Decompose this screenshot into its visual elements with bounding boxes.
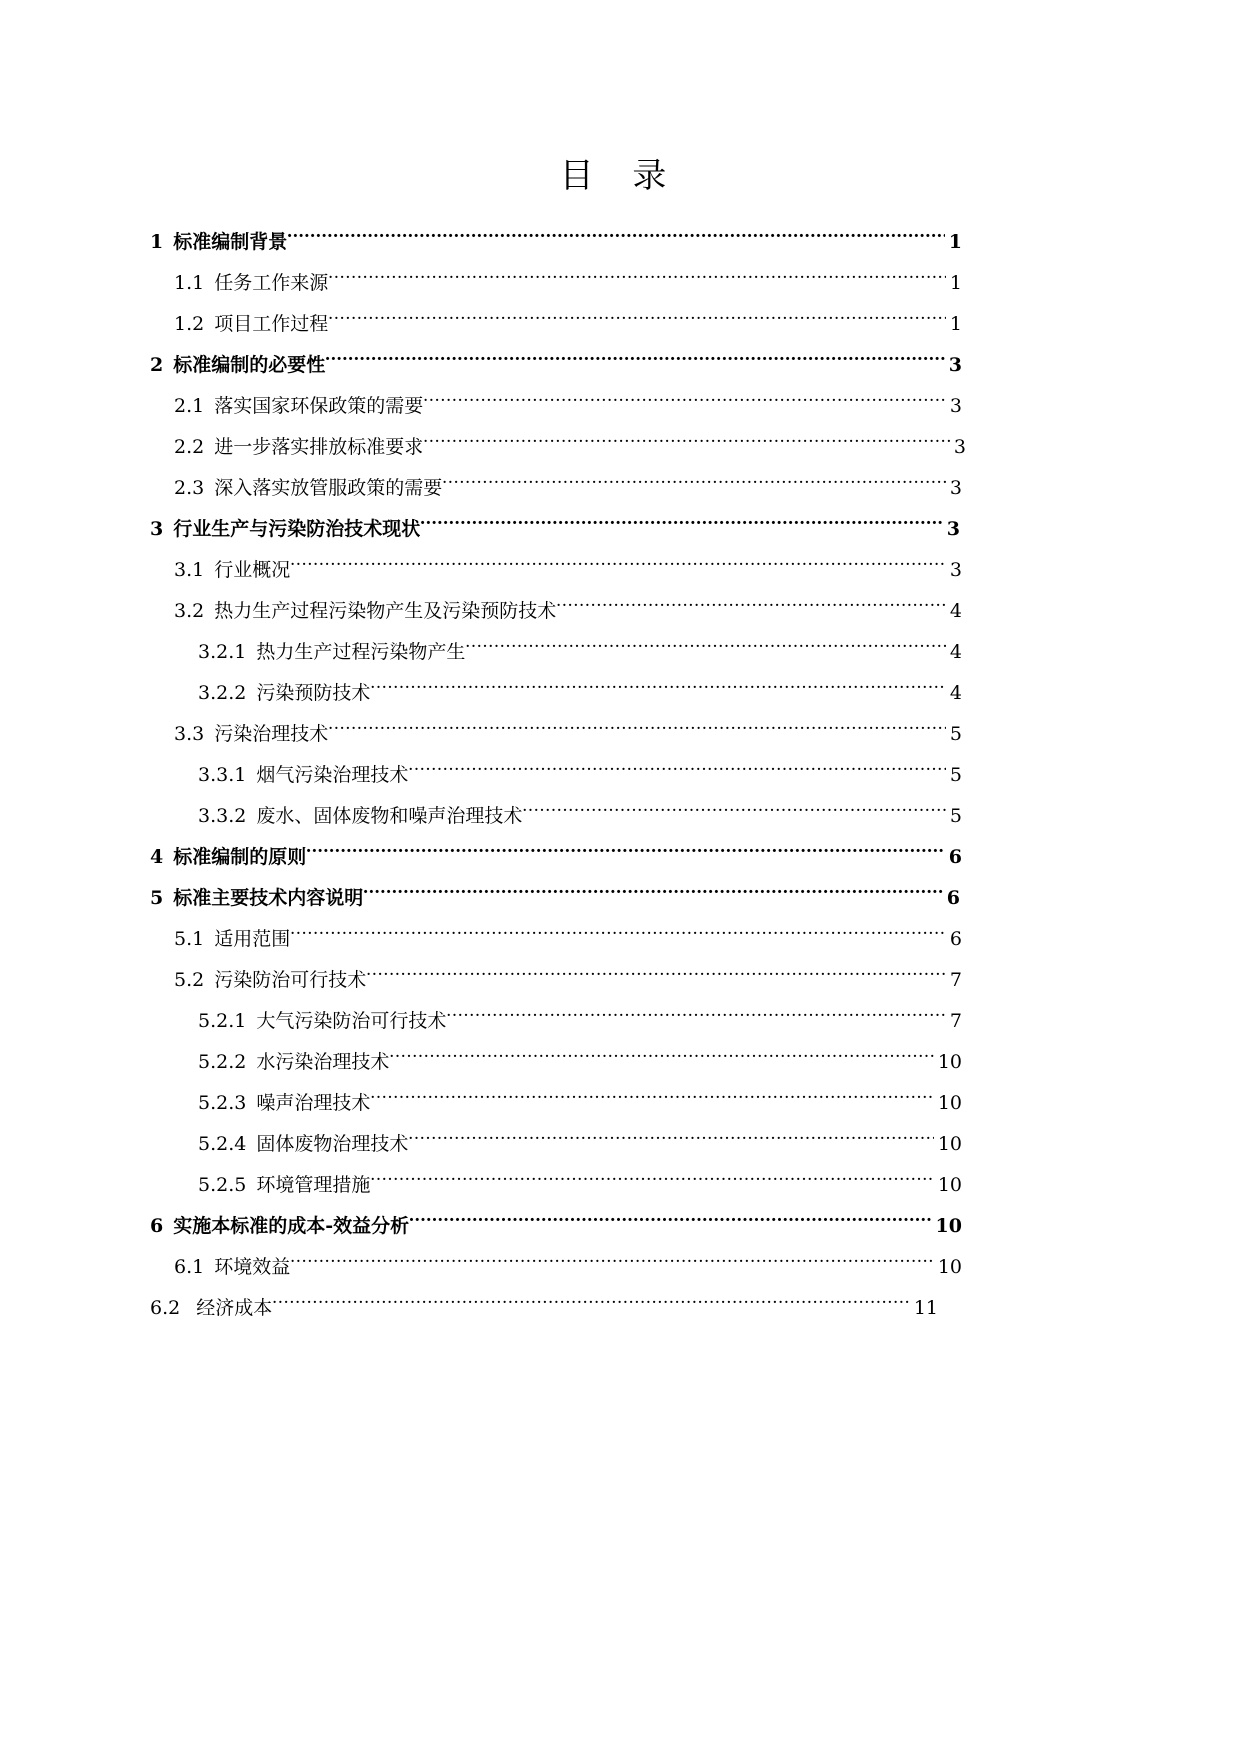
toc-number: 5: [150, 887, 164, 909]
toc-label: 污染防治可行技术: [214, 969, 367, 991]
toc-entry-2-2[interactable]: [174, 421, 966, 458]
toc-label: 行业生产与污染防治技术现状: [173, 518, 421, 540]
toc-leader: [409, 1200, 931, 1232]
toc-entry-3-3-2[interactable]: [198, 790, 962, 827]
toc-entry-6[interactable]: [150, 1200, 962, 1237]
toc-leader: [290, 1241, 934, 1273]
toc-leader: [366, 954, 946, 986]
toc-entry-5-2-5[interactable]: [198, 1159, 962, 1196]
toc-number: 5.2.4: [198, 1133, 247, 1155]
toc-number: 1.2: [174, 313, 205, 335]
toc-number: 5.2: [174, 969, 205, 991]
toc-page: 6: [948, 846, 962, 868]
toc-number: 4: [150, 846, 164, 868]
toc-entry-4[interactable]: [150, 831, 962, 868]
toc-number: 3.1: [174, 559, 205, 581]
toc-number: 2.1: [174, 395, 205, 417]
toc-label: 热力生产过程污染物产生及污染预防技术: [214, 600, 557, 622]
toc-entry-3-3-1[interactable]: [198, 749, 962, 786]
toc-entry-6-2[interactable]: [150, 1282, 938, 1319]
toc-leader: [328, 708, 946, 740]
toc-leader: [446, 995, 946, 1027]
toc-label: 污染治理技术: [214, 723, 329, 745]
toc-page: 10: [937, 1092, 962, 1114]
toc-leader: [287, 216, 945, 248]
toc-entry-5-2-2[interactable]: [198, 1036, 962, 1073]
toc-leader: [370, 667, 946, 699]
toc-page: 10: [937, 1174, 962, 1196]
toc-number: 3.2.2: [198, 682, 247, 704]
toc-page: 4: [949, 682, 962, 704]
toc-number: 6.2: [150, 1297, 181, 1319]
toc-leader: [328, 257, 946, 289]
toc-page: 4: [949, 600, 962, 622]
toc-leader: [423, 421, 950, 453]
toc-number: 3.3: [174, 723, 205, 745]
toc-label: 环境效益: [214, 1256, 291, 1278]
toc-entry-3-3[interactable]: [174, 708, 962, 745]
toc-number: 5.2.2: [198, 1051, 247, 1073]
toc-entry-5-2-4[interactable]: [198, 1118, 962, 1155]
toc-entry-3-1[interactable]: [174, 544, 962, 581]
toc-label: 项目工作过程: [214, 313, 329, 335]
toc-label: 标准编制背景: [173, 231, 288, 253]
toc-number: 2.2: [174, 436, 205, 458]
toc-label: 经济成本: [196, 1297, 273, 1319]
toc-leader: [465, 626, 946, 658]
toc-page: 4: [949, 641, 962, 663]
toc-leader: [363, 872, 943, 904]
toc-page: 3: [953, 436, 966, 458]
toc-entry-2-3[interactable]: [174, 462, 962, 499]
toc-label: 大气污染防治可行技术: [256, 1010, 447, 1032]
toc-entry-5-2-1[interactable]: [198, 995, 962, 1032]
toc-page: 5: [949, 764, 962, 786]
toc-page: 11: [913, 1297, 938, 1319]
toc-leader: [328, 298, 946, 330]
toc-leader: [420, 503, 943, 535]
toc-leader: [423, 380, 946, 412]
toc-entry-2[interactable]: [150, 339, 962, 376]
page-title: 目 录: [559, 156, 681, 196]
toc-entry-2-1[interactable]: [174, 380, 962, 417]
toc-page: 3: [949, 477, 962, 499]
toc-entry-1-1[interactable]: [174, 257, 962, 294]
toc-entry-6-1[interactable]: [174, 1241, 962, 1278]
toc-entry-3[interactable]: [150, 503, 960, 540]
toc-label: 污染预防技术: [256, 682, 371, 704]
toc-page: 10: [937, 1256, 962, 1278]
toc-number: 2: [150, 354, 164, 376]
toc-page: 5: [949, 723, 962, 745]
toc-label: 行业概况: [214, 559, 291, 581]
toc-number: 3.2.1: [198, 641, 247, 663]
toc-leader: [290, 544, 946, 576]
toc-page: 3: [949, 395, 962, 417]
toc-label: 固体废物治理技术: [256, 1133, 409, 1155]
toc-page: 1: [949, 313, 962, 335]
toc-number: 6: [150, 1215, 164, 1237]
toc-entry-5-2-3[interactable]: [198, 1077, 962, 1114]
toc-leader: [389, 1036, 933, 1068]
toc-entry-1[interactable]: [150, 216, 962, 253]
toc-number: 5.2.3: [198, 1092, 247, 1114]
toc-entry-1-2[interactable]: [174, 298, 962, 335]
toc-page: 6: [949, 928, 962, 950]
toc-label: 环境管理措施: [256, 1174, 371, 1196]
toc-page: 10: [937, 1133, 962, 1155]
toc-number: 3.3.1: [198, 764, 247, 786]
toc-number: 3.3.2: [198, 805, 247, 827]
toc-entry-5[interactable]: [150, 872, 960, 909]
toc-entry-3-2-2[interactable]: [198, 667, 962, 704]
toc-number: 1: [150, 231, 164, 253]
toc-page: 1: [949, 272, 962, 294]
toc-label: 烟气污染治理技术: [256, 764, 409, 786]
toc-leader: [272, 1282, 910, 1314]
toc-page: 7: [949, 1010, 962, 1032]
toc-page: 5: [949, 805, 962, 827]
toc-number: 6.1: [174, 1256, 205, 1278]
toc-leader: [306, 831, 945, 863]
toc-number: 5.1: [174, 928, 205, 950]
toc-leader: [408, 749, 946, 781]
toc-page: 1: [948, 231, 962, 253]
toc-page: 3: [946, 518, 960, 540]
toc-label: 落实国家环保政策的需要: [214, 395, 424, 417]
toc-number: 3: [150, 518, 164, 540]
toc-label: 标准主要技术内容说明: [173, 887, 364, 909]
toc-leader: [522, 790, 946, 822]
toc-number: 5.2.5: [198, 1174, 247, 1196]
toc-label: 热力生产过程污染物产生: [256, 641, 466, 663]
toc-entry-5-1[interactable]: [174, 913, 962, 950]
toc-leader: [556, 585, 946, 617]
toc-label: 深入落实放管服政策的需要: [214, 477, 443, 499]
toc-label: 实施本标准的成本-效益分析: [173, 1215, 410, 1237]
toc-leader: [442, 462, 946, 494]
toc-page: 6: [946, 887, 960, 909]
toc-label: 任务工作来源: [214, 272, 329, 294]
toc-page: 7: [949, 969, 962, 991]
toc-leader: [290, 913, 946, 945]
toc-leader: [370, 1159, 933, 1191]
toc-number: 3.2: [174, 600, 205, 622]
toc-page: 3: [948, 354, 962, 376]
toc-leader: [408, 1118, 933, 1150]
toc-page: 10: [935, 1215, 962, 1237]
toc-label: 标准编制的必要性: [173, 354, 326, 376]
toc-label: 废水、固体废物和噪声治理技术: [256, 805, 523, 827]
toc-label: 标准编制的原则: [173, 846, 307, 868]
toc-number: 1.1: [174, 272, 205, 294]
toc-entry-3-2-1[interactable]: [198, 626, 962, 663]
toc-leader: [325, 339, 945, 371]
toc-entry-3-2[interactable]: [174, 585, 962, 622]
toc-label: 适用范围: [214, 928, 291, 950]
toc-page: 10: [937, 1051, 962, 1073]
toc-entry-5-2[interactable]: [174, 954, 962, 991]
toc-page: 3: [949, 559, 962, 581]
toc-leader: [370, 1077, 933, 1109]
toc-label: 进一步落实排放标准要求: [214, 436, 424, 458]
toc-label: 水污染治理技术: [256, 1051, 390, 1073]
toc-number: 5.2.1: [198, 1010, 247, 1032]
toc-label: 噪声治理技术: [256, 1092, 371, 1114]
toc-number: 2.3: [174, 477, 205, 499]
